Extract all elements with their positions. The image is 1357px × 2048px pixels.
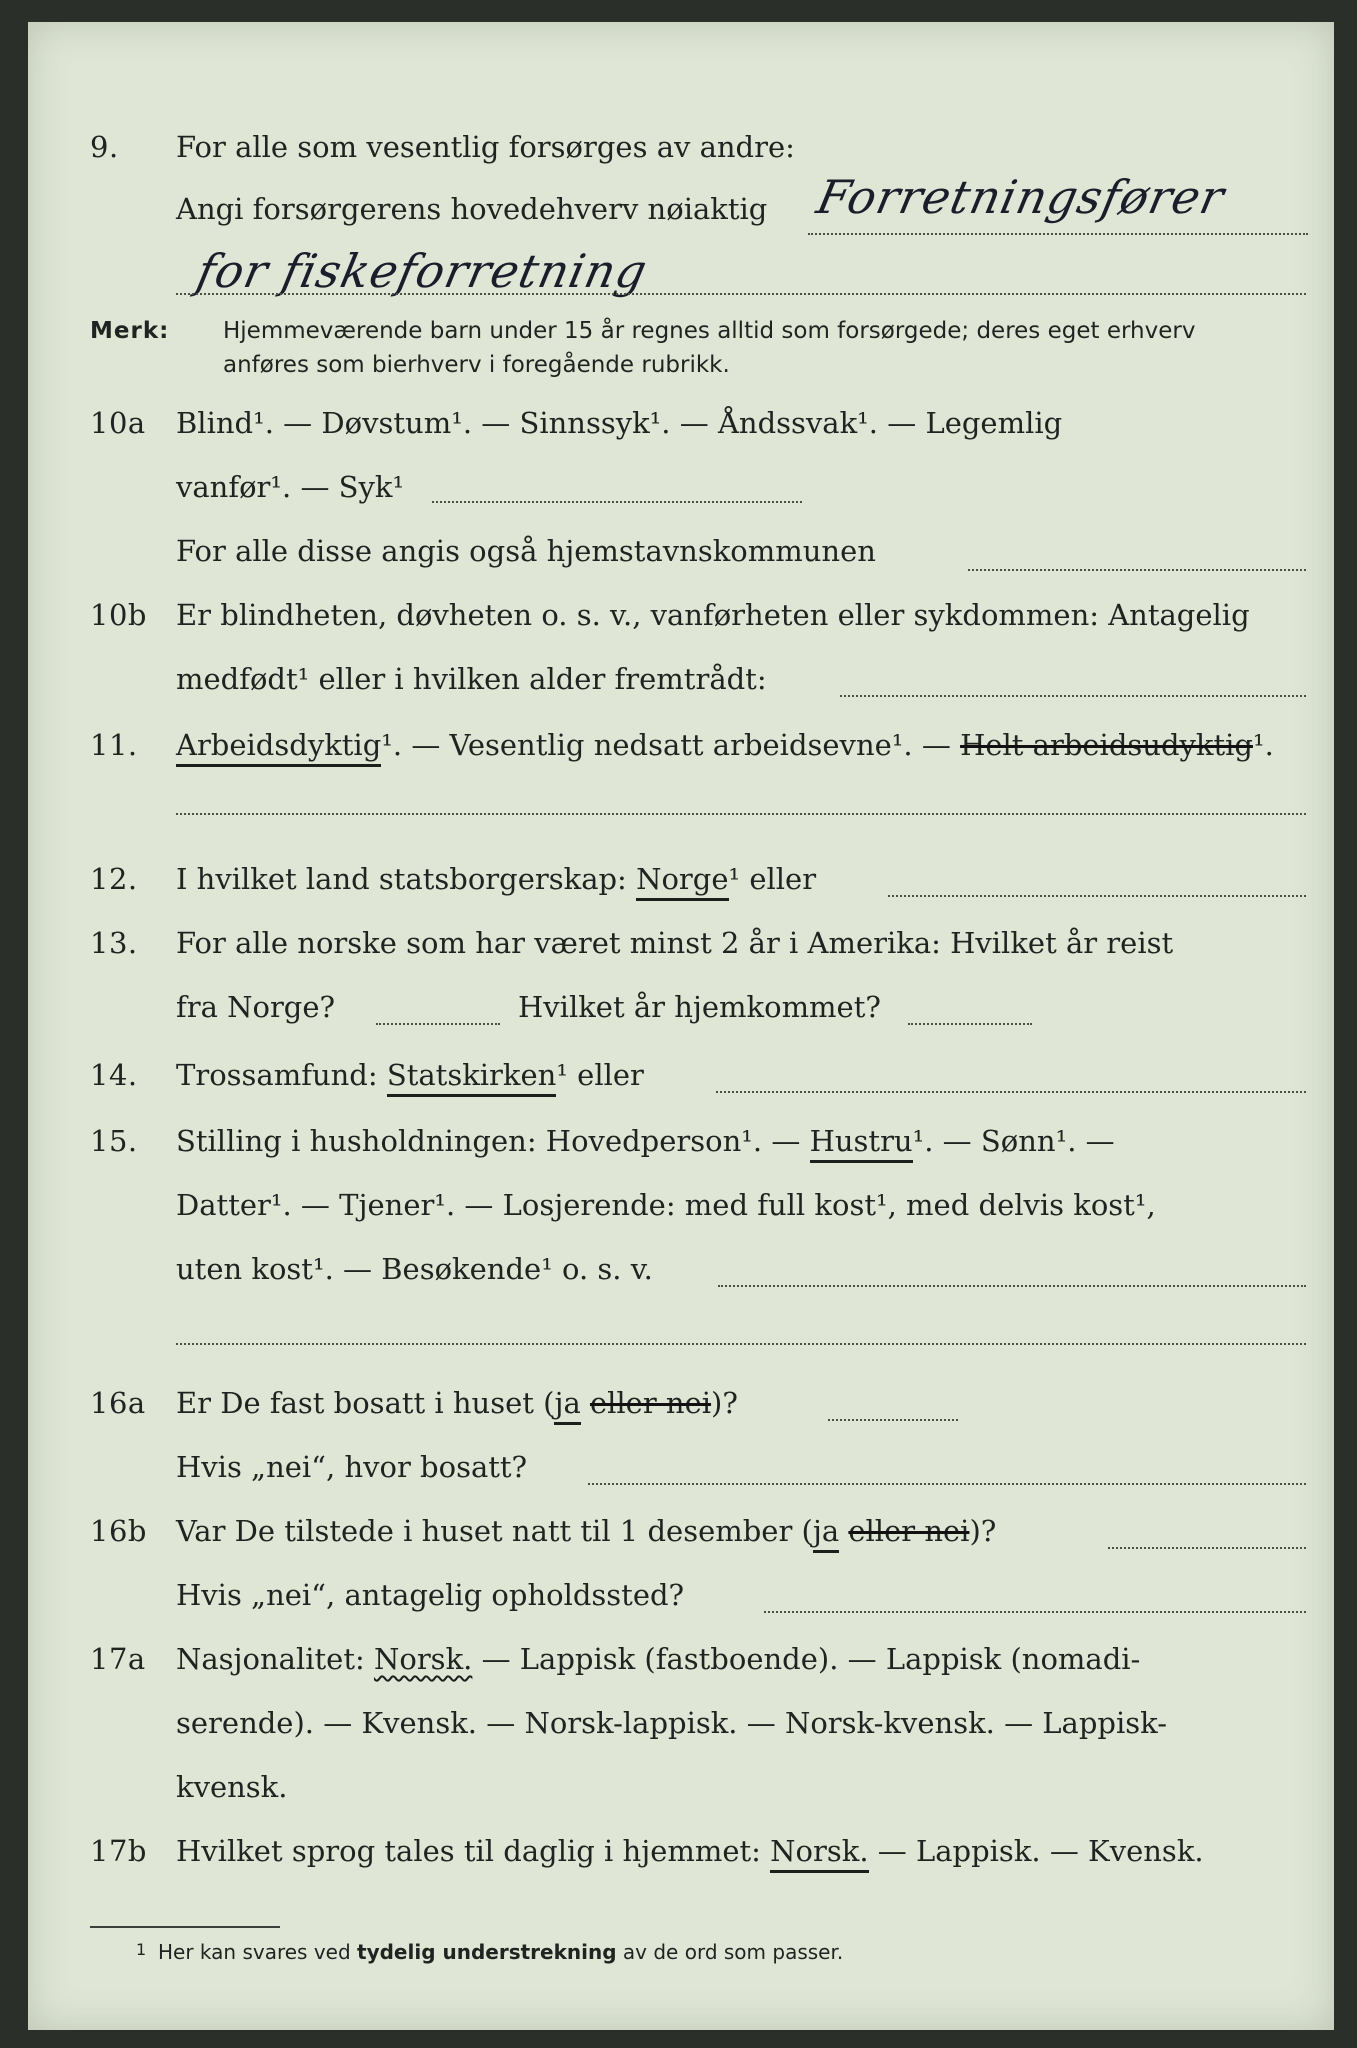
q16a-line1 [176, 1386, 738, 1420]
q11-option-helt-arbeidsudyktig: Helt arbeidsudyktig [960, 728, 1253, 762]
q16a-line1a: Er De fast bosatt i huset ( [176, 1386, 555, 1420]
q10a-line2: vanfør¹. — Syk¹ [176, 470, 405, 504]
q14-question: Trossamfund: [176, 1058, 378, 1092]
q16a-number: 16a [90, 1386, 146, 1420]
q10b-line2: medfødt¹ eller i hvilken alder fremtrådt: [176, 662, 767, 696]
q15-line1c: ¹. — Sønn¹. — [912, 1124, 1115, 1158]
q11-answer-line [176, 812, 1306, 815]
q15-row2 [28, 1188, 1334, 1228]
merk-label: Merk: [90, 318, 170, 344]
census-form-page [28, 22, 1334, 2030]
q11-middle: ¹. — Vesentlig nedsatt arbeidsevne¹. — [381, 728, 951, 762]
q10a-line1: Blind¹. — Døvstum¹. — Sinnssyk¹. — Åndssvak¹. — Legemlig [176, 406, 1063, 440]
q13-answer-line-hjemkommet [908, 1022, 1032, 1025]
q16a-row [28, 1386, 1334, 1426]
q17b-text [176, 1834, 1204, 1868]
q17a-line1 [176, 1642, 1140, 1676]
q9-line2: Angi forsørgerens hovedehverv nøiaktig [176, 192, 768, 226]
q17b-number: 17b [90, 1834, 147, 1868]
footnote-mark: 1 [136, 1940, 147, 1959]
q17a-line2: serende). — Kvensk. — Norsk-lappisk. — Norsk-kvensk. — Lappisk- [176, 1706, 1167, 1740]
q13-row2 [28, 990, 1334, 1030]
q15-option-hustru: Hustru [810, 1124, 913, 1163]
q13-line2b: Hvilket år hjemkommet? [518, 990, 881, 1024]
merk-note [28, 318, 1334, 378]
q15-row [28, 1124, 1334, 1164]
q11-text [176, 728, 1274, 762]
q9-line1: For alle som vesentlig forsørges av andre: [176, 130, 795, 164]
q12-answer-line [888, 894, 1306, 897]
q17a-option-norsk: Norsk. [373, 1642, 473, 1676]
q10a-row [28, 406, 1334, 446]
footnote [158, 1940, 843, 1964]
q10a-line3: For alle disse angis også hjemstavnskommunen [176, 534, 876, 568]
q15-line1a: Stilling i husholdningen: Hovedperson¹. — [176, 1124, 801, 1158]
q13-line1: For alle norske som har været minst 2 år i Amerika: Hvilket år reist [176, 926, 1174, 960]
q12-question: I hvilket land statsborgerskap: [176, 862, 627, 896]
q12-number: 12. [90, 862, 138, 896]
q17a-line1a: Nasjonalitet: [176, 1642, 365, 1676]
footnote-rule [90, 1926, 280, 1928]
q15-line3: uten kost¹. — Besøkende¹ o. s. v. [176, 1252, 653, 1286]
q10a-answer-line-2 [968, 568, 1306, 571]
q17a-number: 17a [90, 1642, 146, 1676]
q14-answer-line [716, 1090, 1306, 1093]
q17b-rest: — Lappisk. — Kvensk. [877, 1834, 1204, 1868]
q10a-number: 10a [90, 406, 146, 440]
q9-handwritten-answer-1: Forretningsfører [812, 170, 1230, 224]
q10b-line1: Er blindheten, døvheten o. s. v., vanførheten eller sykdommen: Antagelig [176, 598, 1250, 632]
q17b-row [28, 1834, 1334, 1874]
q10b-number: 10b [90, 598, 147, 632]
q9-handwritten-answer-2: for fiskeforretning [192, 244, 653, 298]
q15-number: 15. [90, 1124, 138, 1158]
q14-text [176, 1058, 644, 1092]
q17a-line1c: — Lappisk (fastboende). — Lappisk (nomadi- [481, 1642, 1141, 1676]
q12-text [176, 862, 816, 896]
q17a-row [28, 1642, 1334, 1682]
q15-answer-line-2 [176, 1342, 1306, 1345]
q16b-option-ja: ja [813, 1514, 839, 1553]
q16b-answer-line-2 [764, 1610, 1306, 1613]
q17b-option-norsk: Norsk. [770, 1834, 868, 1873]
q13-answer-line-reist [376, 1022, 500, 1025]
q9-number: 9. [90, 130, 119, 164]
q11-number: 11. [90, 728, 138, 762]
q9-answer-line-2 [176, 292, 1306, 295]
q13-number: 13. [90, 926, 138, 960]
merk-line2: anføres som bierhverv i foregående rubrikk. [223, 352, 730, 378]
q17a-row2 [28, 1706, 1334, 1746]
q16b-line1d: )? [969, 1514, 997, 1548]
q16b-number: 16b [90, 1514, 147, 1548]
q17a-row3 [28, 1770, 1334, 1810]
q14-number: 14. [90, 1058, 138, 1092]
q17b-question: Hvilket sprog tales til daglig i hjemmet: [176, 1834, 761, 1868]
q14-option-statskirken: Statskirken [387, 1058, 556, 1097]
q16b-line1a: Var De tilstede i huset natt til 1 desember ( [176, 1514, 813, 1548]
q10b-answer-line [840, 694, 1306, 697]
q16a-option-eller-nei: eller nei [589, 1386, 712, 1420]
q10a-answer-line [432, 500, 802, 503]
q16a-option-ja: ja [554, 1386, 580, 1425]
footnote-c: av de ord som passer. [622, 1940, 844, 1964]
q16b-line2: Hvis „nei“, antagelig opholdssted? [176, 1578, 685, 1612]
q16b-answer-line [1108, 1546, 1306, 1549]
q12-option-norge: Norge [636, 862, 728, 901]
q17a-line3: kvensk. [176, 1770, 288, 1804]
q13-line2a: fra Norge? [176, 990, 336, 1024]
q16b-line1 [176, 1514, 996, 1548]
merk-line1: Hjemmeværende barn under 15 år regnes alltid som forsørgede; deres eget erhverv [223, 318, 1196, 344]
q16a-line1d: )? [711, 1386, 738, 1420]
q16b-option-eller-nei: eller nei [848, 1514, 970, 1548]
q10b-row [28, 598, 1334, 638]
q12-eller: ¹ eller [728, 862, 817, 896]
q14-eller: ¹ eller [556, 1058, 644, 1092]
q15-answer-line [718, 1284, 1306, 1287]
q9-row [28, 130, 1334, 170]
q11-option-arbeidsdyktig: Arbeidsdyktig [176, 728, 381, 767]
footnote-a: Her kan svares ved [158, 1940, 351, 1964]
q16a-answer-line [828, 1418, 958, 1421]
q16a-line2: Hvis „nei“, hvor bosatt? [176, 1450, 528, 1484]
q13-row [28, 926, 1334, 966]
q15-line1 [176, 1124, 1115, 1158]
footnote-b: tydelig understrekning [357, 1940, 617, 1964]
q10a-row2 [28, 470, 1334, 510]
q11-row [28, 728, 1334, 768]
q11-end: ¹. [1252, 728, 1274, 762]
q9-answer-line [808, 232, 1308, 235]
q16a-answer-line-2 [588, 1482, 1306, 1485]
q15-line2: Datter¹. — Tjener¹. — Losjerende: med full kost¹, med delvis kost¹, [176, 1188, 1156, 1222]
